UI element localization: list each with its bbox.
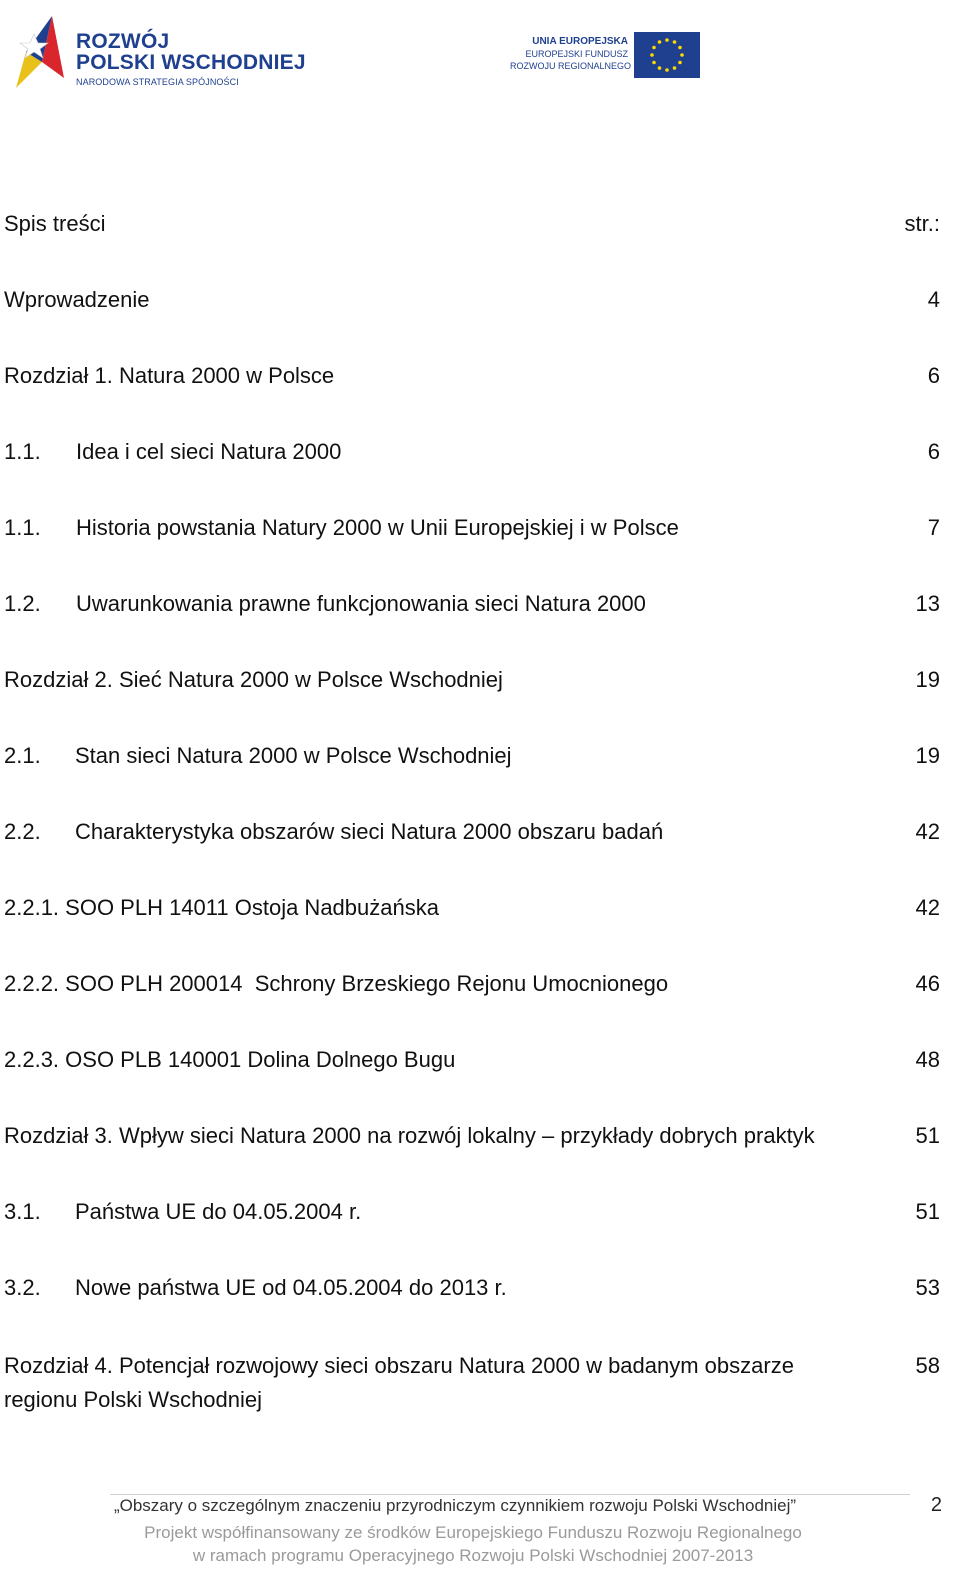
toc-entry-page: 6 <box>927 439 940 464</box>
toc-entry-title: Nowe państwa UE od 04.05.2004 do 2013 r. <box>75 1275 507 1300</box>
toc-entry-page: 7 <box>927 515 940 540</box>
footer-title: „Obszary o szczególnym znaczeniu przyrodniczym czynnikiem rozwoju Polski Wschodniej” <box>113 1496 797 1515</box>
toc-entry-title: Rozdział 2. Sieć Natura 2000 w Polsce Wschodniej <box>4 667 503 692</box>
eu-flag-icon <box>634 32 700 78</box>
toc-entry-number: 1.1. <box>4 515 41 540</box>
toc-entry-title: Uwarunkowania prawne funkcjonowania sieci Natura 2000 <box>76 591 646 616</box>
toc-entry-title: Historia powstania Natury 2000 w Unii Europejskiej i w Polsce <box>76 515 679 540</box>
eu-logo-line-3: ROZWOJU REGIONALNEGO <box>510 61 632 71</box>
logo-line-2: POLSKI WSCHODNIEJ <box>76 51 306 74</box>
toc-entry-number: 2.2. <box>4 819 41 844</box>
toc-entry-page: 19 <box>915 743 940 768</box>
toc-entry-page: 53 <box>915 1275 940 1300</box>
toc-entry-title: 2.2.2. SOO PLH 200014 Schrony Brzeskiego Rejonu Umocnionego <box>4 971 669 996</box>
toc-entry-title: Charakterystyka obszarów sieci Natura 2000 obszaru badań <box>75 819 664 844</box>
toc-heading: Spis treści <box>4 211 106 236</box>
toc-entry-title: Rozdział 3. Wpływ sieci Natura 2000 na rozwój lokalny – przykłady dobrych praktyk <box>4 1123 815 1148</box>
toc-entry-page: 46 <box>915 971 940 996</box>
toc-entry-page: 6 <box>927 363 940 388</box>
toc-entry-page: 13 <box>915 591 940 616</box>
toc-entry-number: 3.2. <box>4 1275 41 1300</box>
eu-star-icon <box>652 61 656 65</box>
toc-entry-page: 51 <box>915 1199 940 1224</box>
toc-entry-number: 1.2. <box>4 591 41 616</box>
toc-entry-number: 2.1. <box>4 743 41 768</box>
toc-entry-title: Rozdział 1. Natura 2000 w Polsce <box>4 363 335 388</box>
eu-logo-line-1: UNIA EUROPEJSKA <box>532 36 628 47</box>
eu-star-icon <box>650 53 654 57</box>
toc-entry-page: 48 <box>915 1047 940 1072</box>
toc-entry-title: Idea i cel sieci Natura 2000 <box>76 439 342 464</box>
toc-entry-page: 58 <box>915 1353 940 1378</box>
eu-star-icon <box>665 38 669 42</box>
toc-entry-number: 1.1. <box>4 439 41 464</box>
eu-star-icon <box>665 68 669 72</box>
star-emblem-icon <box>12 12 74 90</box>
eu-star-icon <box>658 66 662 70</box>
toc-entry-page: 4 <box>927 287 940 312</box>
toc-entry-title: 2.2.3. OSO PLB 140001 Dolina Dolnego Bugu <box>4 1047 456 1072</box>
toc-entry-title: Państwa UE do 04.05.2004 r. <box>75 1199 362 1224</box>
page-number: 2 <box>930 1494 942 1516</box>
footer-cofinancing-line-2: w ramach programu Operacyjnego Rozwoju Polski Wschodniej 2007-2013 <box>192 1546 754 1565</box>
eu-fund-logo <box>510 32 710 80</box>
eu-star-icon <box>678 46 682 50</box>
toc-entry-page: 19 <box>915 667 940 692</box>
logo-line-1: ROZWÓJ <box>76 30 170 53</box>
eu-star-icon <box>673 40 677 44</box>
rozwoj-polski-wschodniej-logo <box>12 12 306 90</box>
toc-page-heading: str.: <box>904 211 940 236</box>
eu-star-icon <box>680 53 684 57</box>
logo-line-3: NARODOWA STRATEGIA SPÓJNOŚCI <box>76 77 239 87</box>
toc-entry-title: Rozdział 4. Potencjał rozwojowy sieci obszaru Natura 2000 w badanym obszarze regionu Polski Wschodniej <box>4 1353 794 1412</box>
eu-star-icon <box>673 66 677 70</box>
eu-logo-line-2: EUROPEJSKI FUNDUSZ <box>525 49 628 59</box>
toc-entry-title: Stan sieci Natura 2000 w Polsce Wschodniej <box>75 743 512 768</box>
toc-entry-page: 51 <box>915 1123 940 1148</box>
eu-star-icon <box>678 61 682 65</box>
footer-cofinancing-line-1: Projekt współfinansowany ze środków Europejskiego Funduszu Rozwoju Regionalnego <box>144 1523 802 1542</box>
toc-entry-page: 42 <box>915 819 940 844</box>
toc-entry-page: 42 <box>915 895 940 920</box>
eu-star-icon <box>652 46 656 50</box>
toc-entry-title: 2.2.1. SOO PLH 14011 Ostoja Nadbużańska <box>4 895 439 920</box>
toc-entry-number: 3.1. <box>4 1199 41 1224</box>
toc-entry-title: Wprowadzenie <box>4 287 150 312</box>
eu-star-icon <box>658 40 662 44</box>
footer-divider <box>110 1494 910 1495</box>
